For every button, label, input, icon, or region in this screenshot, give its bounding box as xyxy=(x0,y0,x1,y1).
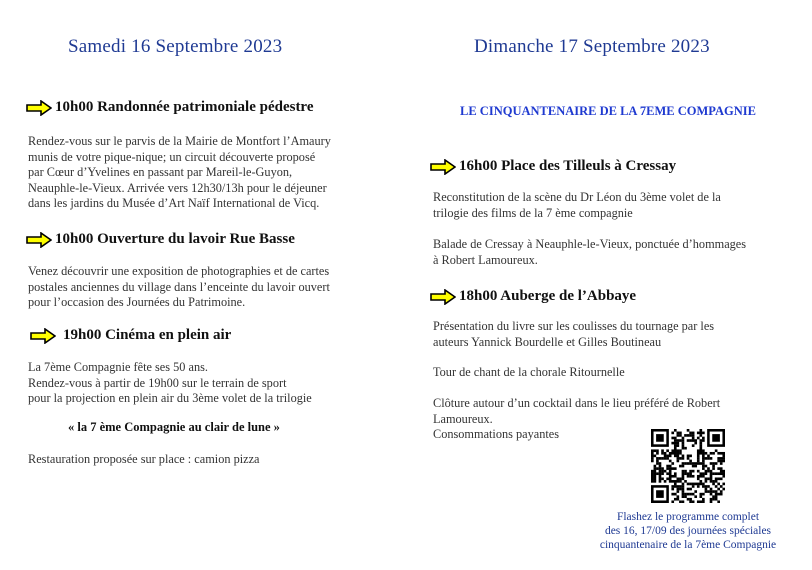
arrow-right-icon xyxy=(430,289,456,305)
event-heading-cinema xyxy=(30,327,231,344)
sunday-title: Dimanche 17 Septembre 2023 xyxy=(474,36,710,57)
qr-code-icon[interactable] xyxy=(651,429,725,503)
event-description-cinema xyxy=(28,360,312,407)
text-line: Clôture autour d’un cocktail dans le lieu préféré de Robert xyxy=(433,396,721,410)
event-description-balade xyxy=(433,237,746,268)
arrow-right-icon xyxy=(26,100,52,116)
text-line: dans les jardins du Musée d’Art Naïf International de Vicq. xyxy=(28,196,320,210)
qr-caption xyxy=(583,510,793,552)
caption-line: des 16, 17/09 des journées spéciales xyxy=(604,525,772,537)
event-heading-text: 16h00 Place des Tilleuls à Cressay xyxy=(459,158,677,174)
event-description-chorale xyxy=(433,365,625,381)
text-line: La 7ème Compagnie fête ses 50 ans. xyxy=(28,360,208,374)
anniversary-banner: LE CINQUANTENAIRE DE LA 7EME COMPAGNIE xyxy=(460,104,756,118)
event-description-tilleuls xyxy=(433,190,721,221)
event-heading-lavoir xyxy=(26,231,295,248)
text-line: Reconstitution de la scène du Dr Léon du 3ème volet de la xyxy=(433,190,721,204)
text-line: pour l’occasion des Journées du Patrimoine. xyxy=(28,295,246,309)
event-description-livre xyxy=(433,319,714,350)
event-heading-tilleuls xyxy=(430,158,676,175)
event-heading-abbaye xyxy=(430,288,636,305)
event-heading-text: 10h00 Randonnée patrimoniale pédestre xyxy=(55,99,314,115)
caption-line: Flashez le programme complet xyxy=(616,511,760,523)
caption-line: cinquantenaire de la 7ème Compagnie xyxy=(599,539,777,551)
text-line: Restauration proposée sur place : camion pizza xyxy=(28,452,260,466)
text-line: Neauphle-le-Vieux. Arrivée vers 12h30/13h pour le déjeuner xyxy=(28,180,327,195)
text-line: munis de votre pique-nique; un circuit découverte proposé xyxy=(28,149,316,164)
event-heading-text: 18h00 Auberge de l’Abbaye xyxy=(459,288,637,304)
text-line: à Robert Lamoureux. xyxy=(433,252,538,267)
text-line: Rendez-vous à partir de 19h00 sur le terrain de sport xyxy=(28,375,287,390)
text-line: Rendez-vous sur le parvis de la Mairie de Montfort l’Amaury xyxy=(28,134,331,148)
text-line: Tour de chant de la chorale Ritournelle xyxy=(433,365,625,379)
text-line: postales anciennes du village dans l’enceinte du lavoir ouvert xyxy=(28,279,330,294)
text-line: trilogie des films de la 7 ème compagnie xyxy=(433,205,633,220)
text-line: Lamoureux. xyxy=(433,411,493,426)
event-heading-text: 19h00 Cinéma en plein air xyxy=(63,327,232,343)
event-description-lavoir xyxy=(28,264,330,311)
text-line: Consommations payantes xyxy=(433,427,560,441)
catering-note xyxy=(28,452,260,468)
text-line: pour la projection en plein air du 3ème volet de la trilogie xyxy=(28,391,312,405)
arrow-right-icon xyxy=(30,328,56,344)
arrow-right-icon xyxy=(26,232,52,248)
text-line: Présentation du livre sur les coulisses du tournage par les xyxy=(433,319,715,333)
saturday-title: Samedi 16 Septembre 2023 xyxy=(68,36,283,57)
film-title-quote: « la 7 ème Compagnie au clair de lune » xyxy=(68,420,280,434)
text-line: Venez découvrir une exposition de photographies et de cartes xyxy=(28,264,330,278)
event-heading-randonnee xyxy=(26,99,313,116)
text-line: par Cœur d’Yvelines en passant par Mareil-le-Guyon, xyxy=(28,165,293,179)
text-line: auteurs Yannick Bourdelle et Gilles Boutineau xyxy=(433,334,662,349)
arrow-right-icon xyxy=(430,159,456,175)
text-line: Balade de Cressay à Neauphle-le-Vieux, ponctuée d’hommages xyxy=(433,237,747,251)
event-description-randonnee xyxy=(28,134,331,212)
event-heading-text: 10h00 Ouverture du lavoir Rue Basse xyxy=(55,231,295,247)
